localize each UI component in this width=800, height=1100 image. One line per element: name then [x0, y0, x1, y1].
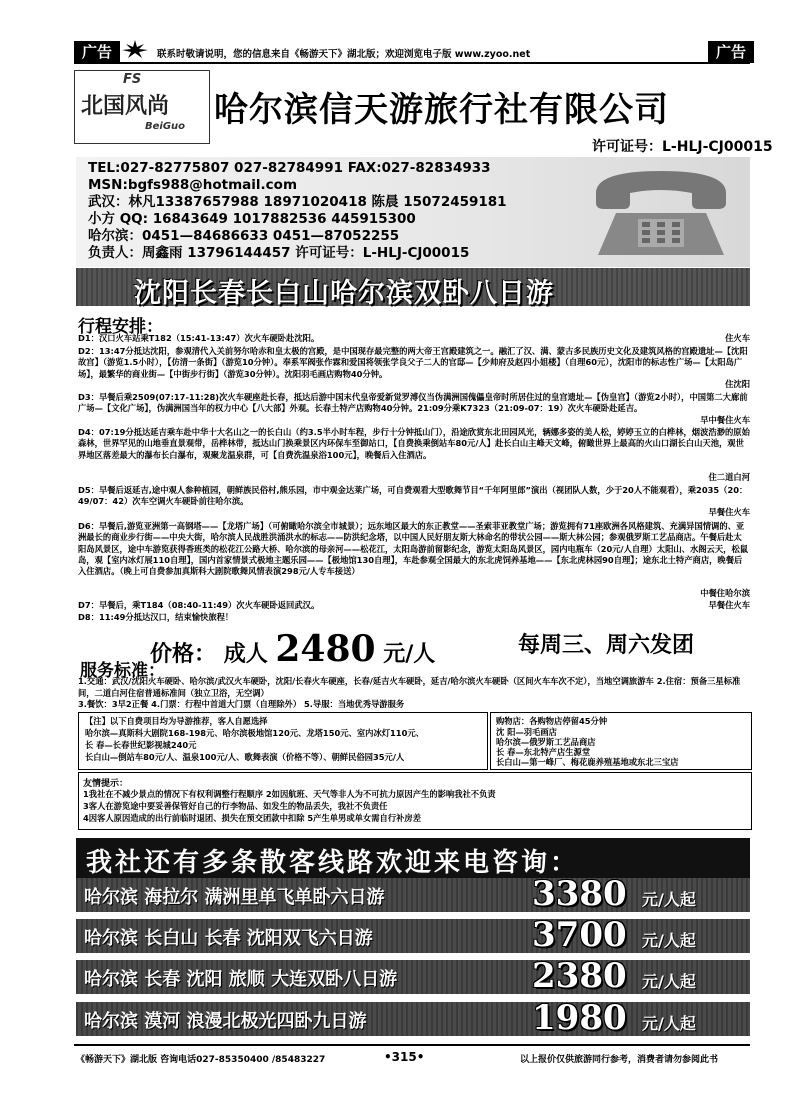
tip-line: 1我社在不减少景点的情况下有权利调整行程顺序 2如因航班、天气等非人为不可抗力原因产生的影响我社不负责	[83, 789, 496, 799]
tips-heading: 友情提示：	[83, 779, 129, 789]
service-heading: 服务标准：	[80, 661, 165, 681]
route-price: 1980	[532, 998, 627, 1038]
route-name: 哈尔滨 海拉尔 满洲里单飞单卧六日游	[84, 887, 385, 908]
logo-mark: FS	[123, 72, 142, 87]
optional-item: 长白山—倒站车80元/人、温泉100元/人、歌舞表演（价格不等）、朝鲜民俗园35元/人	[85, 752, 405, 762]
price-row	[150, 628, 435, 670]
shopping-item: 哈尔滨—俄罗斯工艺品商店	[496, 737, 596, 747]
day-stay: 住沈阳	[725, 379, 750, 389]
optional-item: 长 春—长春世纪影视城240元	[85, 740, 197, 750]
contact-line: 武汉：林凡13387657988 18971020418 陈晨 15072459181	[88, 194, 507, 210]
footer-divider	[74, 1044, 750, 1046]
contact-line: MSN:bgfs988@hotmail.com	[88, 177, 298, 193]
departure-schedule: 每周三、周六发团	[518, 633, 695, 658]
itinerary-heading: 行程安排：	[78, 317, 163, 337]
itinerary-day	[78, 346, 750, 389]
more-routes-heading: 我社还有多条散客线路欢迎来电咨询：	[86, 848, 580, 878]
telephone-icon	[586, 163, 736, 261]
route-name: 哈尔滨 长春 沈阳 旅顺 大连双卧八日游	[84, 969, 398, 990]
day-stay: 早中餐住火车	[700, 415, 750, 425]
contact-line: 小方 QQ: 16843649 1017882536 445915300	[88, 211, 416, 227]
contact-panel	[76, 157, 750, 267]
more-routes-banner	[76, 838, 750, 878]
magazine-logo-icon	[118, 38, 152, 60]
ad-tag-left: 广告	[74, 41, 120, 63]
route-row	[76, 915, 750, 955]
day-text: D7：早餐后，乘T184（08:40-11:49）次火车硬卧返回武汉。	[78, 600, 320, 610]
day-stay: 早餐住火车	[708, 600, 750, 610]
optional-items-box	[78, 712, 488, 770]
route-price: 3380	[532, 874, 627, 914]
top-divider	[74, 62, 750, 64]
price-amount: 2480	[275, 628, 376, 670]
itinerary-day	[78, 600, 750, 611]
route-row	[76, 998, 750, 1038]
price-label: 价格：	[150, 642, 217, 667]
day-text: D3：早餐后乘2509(07:17-11:28)次火车硬座赴长春，抵达后游中国末代皇帝爱新觉罗溥仪当伪满洲国傀儡皇帝时所居住过的皇宫遗址—【伪皇宫】（游览2小时），中国第二大廊前广场—【文化广场】，伪满洲国当年的权力中心【八大部】外观。长春土特产店购物40分钟。21:09分乘K7323（21:09-07：19）次火车硬卧赴延吉。	[78, 392, 748, 414]
footer-left: 《畅游天下》湖北版 咨询电话027-85350400 /85483227	[76, 1055, 326, 1065]
route-price-suffix: 元/人起	[642, 890, 696, 909]
route-price-suffix: 元/人起	[642, 972, 696, 991]
price-prefix: 成人	[223, 642, 268, 667]
day-stay: 住二道白河	[708, 472, 750, 482]
license-number: 许可证号：L-HLJ-CJ00015	[592, 139, 773, 155]
day-text: D8：11:49分抵达汉口，结束愉快旅程！	[78, 612, 234, 622]
day-stay: 住火车	[725, 333, 750, 343]
shopping-item: 沈 阳—羽毛画店	[496, 727, 557, 737]
itinerary-day	[78, 427, 750, 482]
shopping-box	[490, 712, 752, 770]
company-logo	[74, 70, 210, 144]
page-number: •315•	[384, 1050, 425, 1064]
optional-items-title: 【注】以下自费项目均为导游推荐，客人自愿选择	[85, 716, 268, 726]
ad-tag-right: 广告	[708, 41, 754, 63]
tips-box	[78, 772, 752, 830]
shopping-item: 长白山—第一峰厂、梅花鹿养殖基地或东北三宝店	[496, 757, 679, 767]
route-price: 2380	[532, 956, 627, 996]
service-line: 1.交通：武汉/沈阳火车硬卧、哈尔滨/武汉火车硬卧，沈阳/长春火车硬座，长春/延吉火车硬卧，延吉/哈尔滨火车硬卧（区间火车车次不定），当地空调旅游车 2.住宿：预备三星标准间，二道白河住宿普通标准间（独立卫浴，无空调）	[78, 676, 741, 698]
day-text: D4：07:19分抵达延吉乘车赴中华十大名山之一的长白山（约3.5半小时车程，步行十分钟抵山门），沿途欣赏东北田园风光，辆娜多姿的美人松，婷婷玉立的白桦林，烟波浩渺的原始森林，世界罕见的山地垂直景观带，岳桦林带，抵达山门换乘景区内环保车至御站口，【自费换乘倒站车80元/人】赴长白山主峰天文峰，俯瞰世界上最高的火山口湖长白山天池，观世界地区落差最大的瀑布长白瀑布，观聚龙温泉群，可【自费洗温泉浴100元】，晚餐后入住酒店。	[78, 427, 750, 460]
contact-line: TEL:027-82775807 027-82784991 FAX:027-82834933	[88, 160, 491, 176]
service-line: 3.餐饮：3早2正餐 4.门票：行程中首道大门票（自理除外） 5.导服：当地优秀导游服务	[78, 699, 405, 709]
contact-line: 负责人：周鑫雨 13796144457 许可证号：L-HLJ-CJ00015	[88, 245, 470, 261]
company-name: 哈尔滨信天游旅行社有限公司	[214, 90, 669, 130]
itinerary-day	[78, 612, 750, 623]
route-row	[76, 956, 750, 996]
contact-line: 哈尔滨：0451—84686633 0451—87052255	[88, 228, 400, 244]
route-price: 3700	[532, 915, 627, 955]
shopping-item: 长 春—东北特产店生源堂	[496, 747, 591, 757]
footer-right: 以上报价仅供旅游同行参考，消费者请勿参阅此书	[520, 1055, 719, 1065]
logo-text: 北国风尚	[81, 93, 170, 119]
tour-title-banner	[76, 268, 750, 309]
route-name: 哈尔滨 漠河 浪漫北极光四卧九日游	[84, 1011, 367, 1032]
day-stay: 早餐住火车	[708, 507, 750, 517]
route-row	[76, 874, 750, 914]
tip-line: 4因客人原因造成的出行前临时退团、损失在预交团款中扣除 5产生单男或单女需自行补房差	[83, 813, 422, 823]
top-notice: 联系时敬请说明，您的信息来自《畅游天下》湖北版；欢迎浏览电子版 www.zyoo.net	[157, 49, 531, 60]
itinerary-day	[78, 392, 750, 425]
itinerary-day	[78, 521, 750, 598]
day-stay: 中餐住哈尔滨	[700, 588, 750, 598]
itinerary-day	[78, 485, 750, 517]
day-text: D1：汉口火车站乘T182（15:41-13:47）次火车硬卧赴沈阳。	[78, 333, 320, 343]
route-name: 哈尔滨 长白山 长春 沈阳双飞六日游	[84, 928, 373, 949]
logo-en: BeiGuo	[145, 121, 186, 132]
day-text: D5：早餐后返延吉,途中观人参种植园，朝鲜族民俗村,熊乐园，市中观金达莱广场，可自费观看大型歌舞节目“千年阿里郎”演出（视团队人数，少于20人不能观看），乘2035（20：49/07：42）次车空调火车硬卧前往哈尔滨。	[78, 485, 748, 507]
day-text: D6：早餐后,游览亚洲第一高钢塔——【龙塔广场】（可俯瞰哈尔滨全市城景）；远东地区最大的东正教堂——圣索菲亚教堂广场；游览拥有71座欧洲各风格建筑、充满异国情调的、亚洲最长的商业步行街——中央大街，哈尔滨人民战胜洪涌洪水的标志——防洪纪念塔，以中国人民好朋友斯大林命名的带状公园——斯大林公园；参观俄罗斯工艺品商店。午餐后赴太阳岛风景区，途中车游览获得香班类的松花江公路大桥、哈尔滨的母亲河——松花江，太阳岛游前留影纪念，游览太阳岛风景区，园内电瓶车（20元/人自理）太阳山、水阁云天，松鼠岛，观【室内冰灯展110自理】，国内首家情景式极地主题乐园——【极地馆130自理】，车赴参观全国最大的东北虎饲养基地——【东北虎林园90自理】；途东北土特产商店，晚餐后入住酒店。（晚上可自费参加真斯科大剧院歌舞风情表演298元/人专车接送）	[78, 521, 749, 577]
tour-title: 沈阳长春长白山哈尔滨双卧八日游	[134, 278, 554, 309]
shopping-title: 购物店：各购物店停留45分钟	[496, 716, 608, 726]
day-text: D2：13:47分抵达沈阳，参观清代入关前努尔哈赤和皇太极的宫殿，是中国现存最完整的两大帝王宫殿建筑之一。融汇了汉、满、蒙古多民族历史文化及建筑风格的宫殿遗址—【沈阳故宫】（游览1.5小时），【仿清一条街】（游览10分钟）。奉系军阀张作霖和爱国将领张学良父子二人的官邸—【少帅府及赵四小姐楼】（自理60元），沈阳市的标志性广场—【太阳岛广场】，最繁华的商业街—【中街步行街】（游览30分钟）。沈阳羽毛画店购物40分钟。	[78, 346, 748, 379]
optional-item: 哈尔滨—真斯科大剧院168-198元、哈尔滨极地馆120元、龙塔150元、室内冰灯110元、	[85, 728, 424, 738]
route-price-suffix: 元/人起	[642, 1014, 696, 1033]
tip-line: 3客人在游览途中要妥善保管好自己的行李物品、如发生的物品丢失，我社不负责任	[83, 801, 388, 811]
itinerary-day	[78, 333, 750, 344]
price-unit: 元/人	[383, 642, 436, 667]
route-price-suffix: 元/人起	[642, 931, 696, 950]
